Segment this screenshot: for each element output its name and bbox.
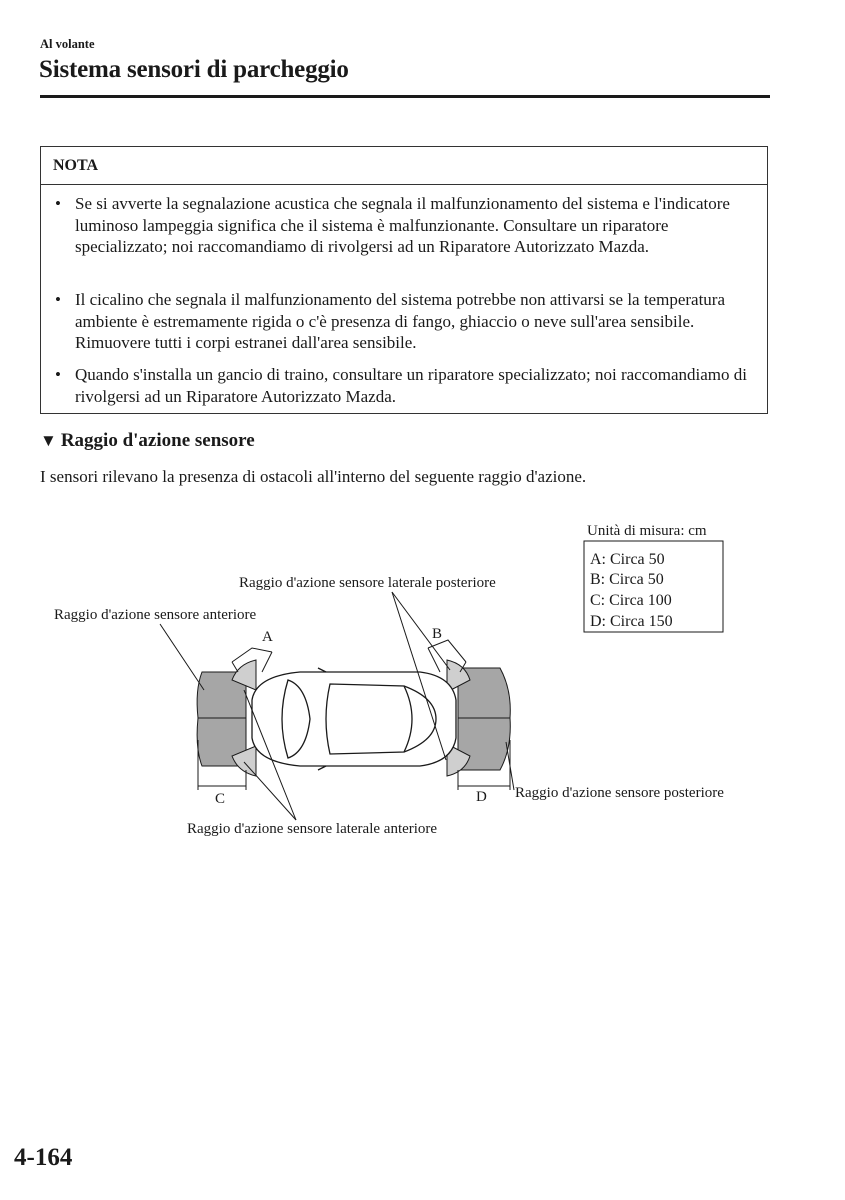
front-sensor-zones <box>197 660 256 776</box>
car-top-view <box>252 668 456 770</box>
bullet-icon: • <box>55 194 61 213</box>
label-rear-range: Raggio d'azione sensore posteriore <box>515 785 724 801</box>
legend-item-c: C: Circa 100 <box>590 592 672 609</box>
legend-item-a: A: Circa 50 <box>590 551 665 568</box>
page-number: 4-164 <box>14 1144 73 1171</box>
section-label: Al volante <box>40 37 95 51</box>
dimension-label-c: C <box>215 791 226 807</box>
intro-text: I sensori rilevano la presenza di ostacoli all'interno del seguente raggio d'azione. <box>40 467 587 486</box>
dimension-label-d: D <box>476 789 487 805</box>
label-front-range: Raggio d'azione sensore anteriore <box>54 607 257 623</box>
bullet-icon: • <box>55 290 61 309</box>
label-rear-side-range: Raggio d'azione sensore laterale posteriore <box>239 575 496 591</box>
subsection-title-text: Raggio d'azione sensore <box>60 430 255 451</box>
note-item-text: Se si avverte la segnalazione acustica che segnala il malfunzionamento del sistema e l'indicatore luminoso lampeggia significa che il sistema è malfunzionante. Consultare un riparatore specializzato; noi raccomandiamo di rivolgersi ad un Riparatore Autorizzato Mazda. <box>75 194 730 256</box>
label-front-side-range: Raggio d'azione sensore laterale anteriore <box>187 821 438 837</box>
dimension-label-b: B <box>432 626 443 642</box>
bullet-icon: • <box>55 365 61 384</box>
page-title: Sistema sensori di parcheggio <box>39 56 349 83</box>
legend-item-b: B: Circa 50 <box>590 571 664 588</box>
note-heading: NOTA <box>41 147 767 185</box>
unit-label: Unità di misura: cm <box>587 523 707 539</box>
triangle-down-icon: ▼ <box>40 431 57 450</box>
note-item-text: Quando s'installa un gancio di traino, consultare un riparatore specializzato; noi raccomandiamo di rivolgersi ad un Riparatore Autorizzato Mazda. <box>75 365 747 406</box>
legend-item-d: D: Circa 150 <box>590 613 673 630</box>
dimension-label-a: A <box>262 629 273 645</box>
note-item-text: Il cicalino che segnala il malfunzionamento del sistema potrebbe non attivarsi se la temperatura ambiente è estremamente rigida o c'è presenza di fango, ghiaccio o neve sull'area sensibile. Rimuovere tutti i corpi estranei dall'area sensibile. <box>75 290 726 352</box>
